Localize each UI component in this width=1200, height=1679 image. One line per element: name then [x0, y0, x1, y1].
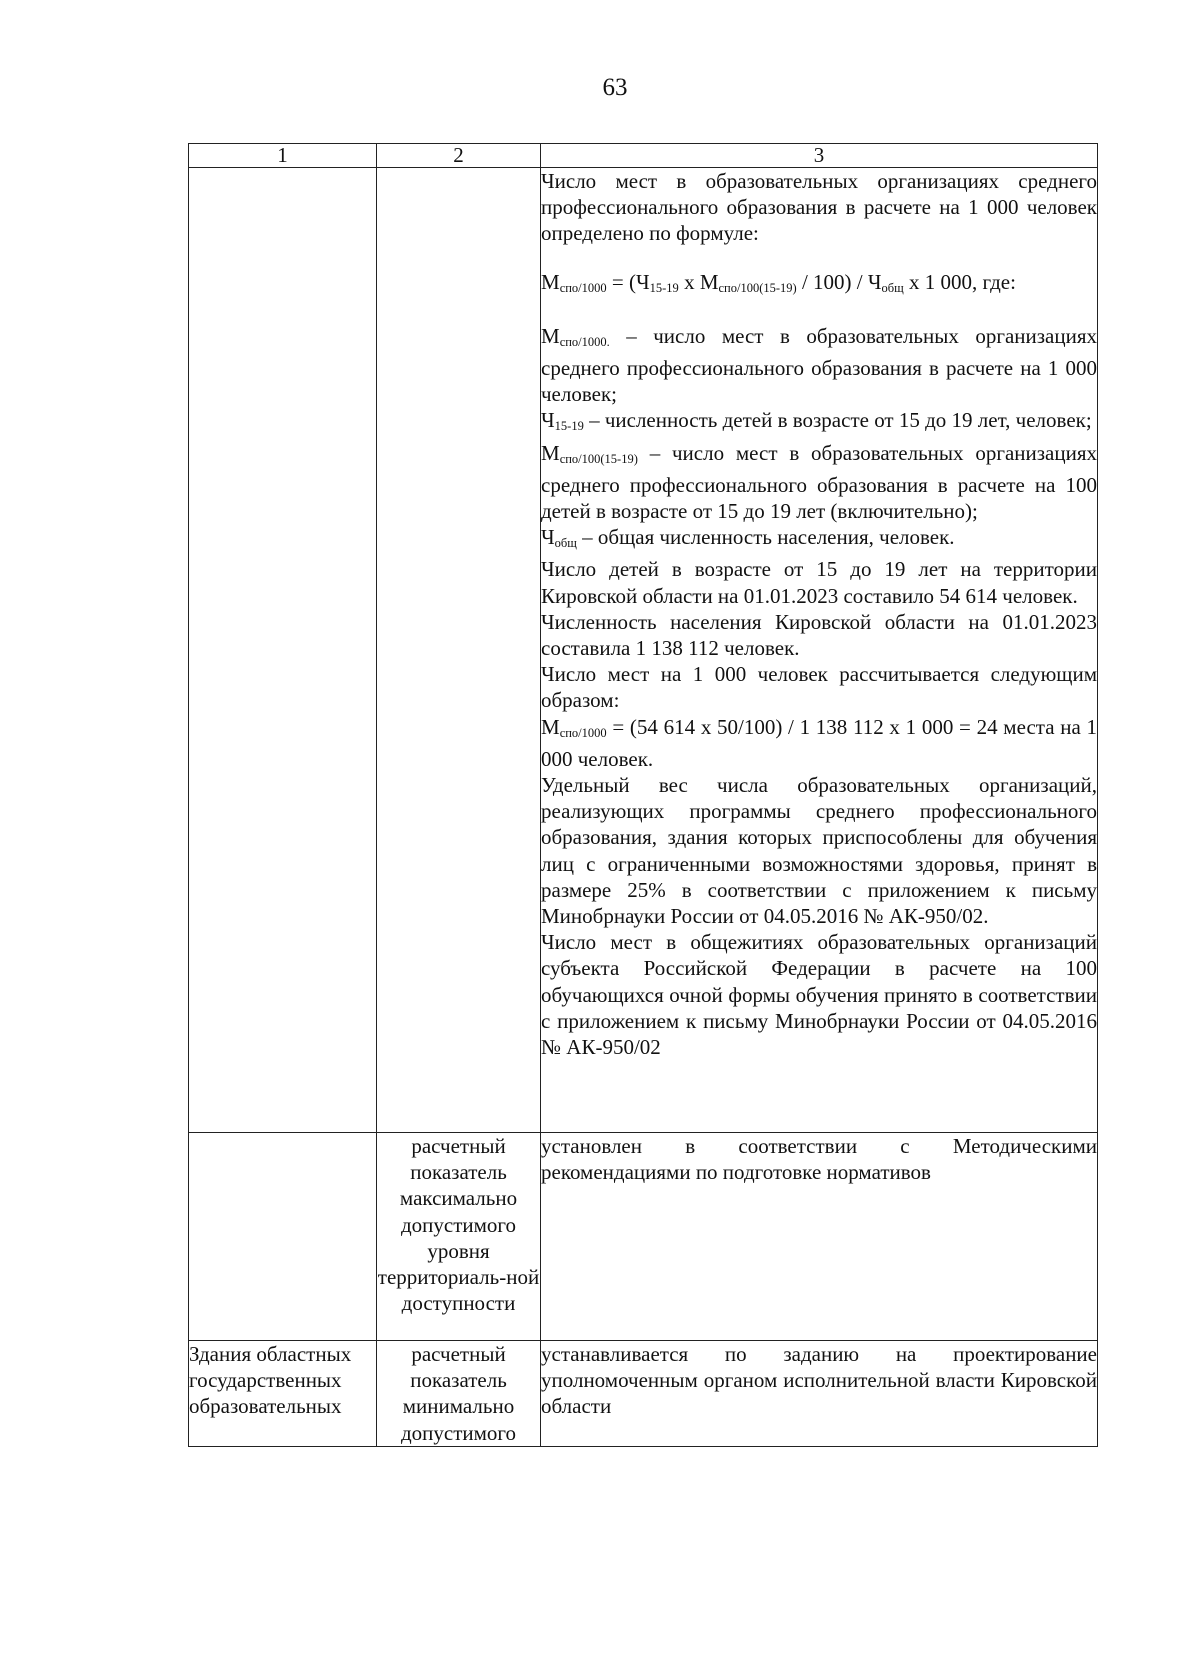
normative-table [188, 143, 1098, 1447]
dormitory-paragraph: Число мест в общежитиях образовательных организаций субъекта Российской Федерации в расчете на 100 обучающихся очной формы обучения принято в соответствии с приложением к письму Минобрнауки России от 04.05.2016 № АК-950/02 [541, 930, 1097, 1060]
calculation-formula: $М_{спо/1000} = (54$ 614 х 50/100) / 1 138 112 х 1 000 = 24 места на 1 000 человек. [541, 714, 1097, 771]
table-header-row [189, 144, 1098, 168]
column-header-1: 1 [189, 144, 377, 168]
row1-col1-cell [189, 168, 377, 1133]
indicator-min-level: расчетный показатель минимально допустимого [400, 1342, 517, 1445]
definition-m-spo: $М_{спо/1000.}$ – число мест в образовательных организациях среднего профессионального образования в расчете на 1 000 человек; [541, 323, 1097, 407]
table-row [189, 1341, 1098, 1447]
definition-total-population: $Ч_{общ}$ – общая численность населения, человек. [541, 525, 955, 551]
row1-col2-cell [377, 168, 541, 1133]
share-paragraph: Удельный вес числа образовательных организаций, реализующих программы среднего профессионального образования, здания которых приспособлены для обучения лиц с ограниченными возможностями здоровья, принят в размере 25% в соответствии с приложением к письму Минобрнауки России от 04.05.2016 № АК-950/02. [541, 773, 1097, 929]
table-row [189, 168, 1098, 1133]
row3-col3-cell [541, 1341, 1098, 1447]
definition-children-15-19: $Ч_{15-19}$ – численность детей в возрасте от 15 до 19 лет, человек; [541, 408, 1092, 434]
row2-col2-cell [377, 1133, 541, 1341]
intro-paragraph: Число мест в образовательных организациях среднего профессионального образования в расчете на 1 000 человек определено по формуле: [541, 169, 1097, 246]
definition-m-spo-100: $М_{спо/100(15-19)}$ – число мест в образовательных организациях среднего профессионального образования в расчете на 100 детей в возрасте от 15 до 19 лет (включительно); [541, 440, 1097, 524]
row2-col1-cell [189, 1133, 377, 1341]
formula: $М_{спо/1000} = (Ч_{15-19}$ х $М_{спо/100(15-19)} / 100) / Ч_{общ}$ х 1 000, где: [541, 269, 1016, 295]
row3-col2-cell [377, 1341, 541, 1447]
column-header-2: 2 [377, 144, 541, 168]
children-count-paragraph: Число детей в возрасте от 15 до 19 лет на территории Кировской области на 01.01.2023 составило 54 614 человек. [541, 557, 1097, 608]
indicator-min-level-value: устанавливается по заданию на проектирование уполномоченным органом исполнительной власти Кировской области [541, 1342, 1097, 1419]
row1-col3-cell [541, 168, 1098, 1133]
column-header-3: 3 [541, 144, 1098, 168]
indicator-max-accessibility-value: установлен в соответствии с Методическими рекомендациями по подготовке нормативов [541, 1134, 1097, 1185]
row3-col1-cell [189, 1341, 377, 1447]
indicator-max-accessibility: расчетный показатель максимально допустимого уровня территориаль-ной доступности [377, 1134, 540, 1316]
page-number: 63 [602, 74, 628, 101]
row2-col3-cell [541, 1133, 1098, 1341]
object-type-label: Здания областных государственных образовательных [189, 1342, 352, 1419]
table-row [189, 1133, 1098, 1341]
population-paragraph: Численность населения Кировской области на 01.01.2023 составила 1 138 112 человек. [541, 609, 1097, 661]
calculation-intro: Число мест на 1 000 человек рассчитывается следующим образом: [541, 662, 1097, 713]
